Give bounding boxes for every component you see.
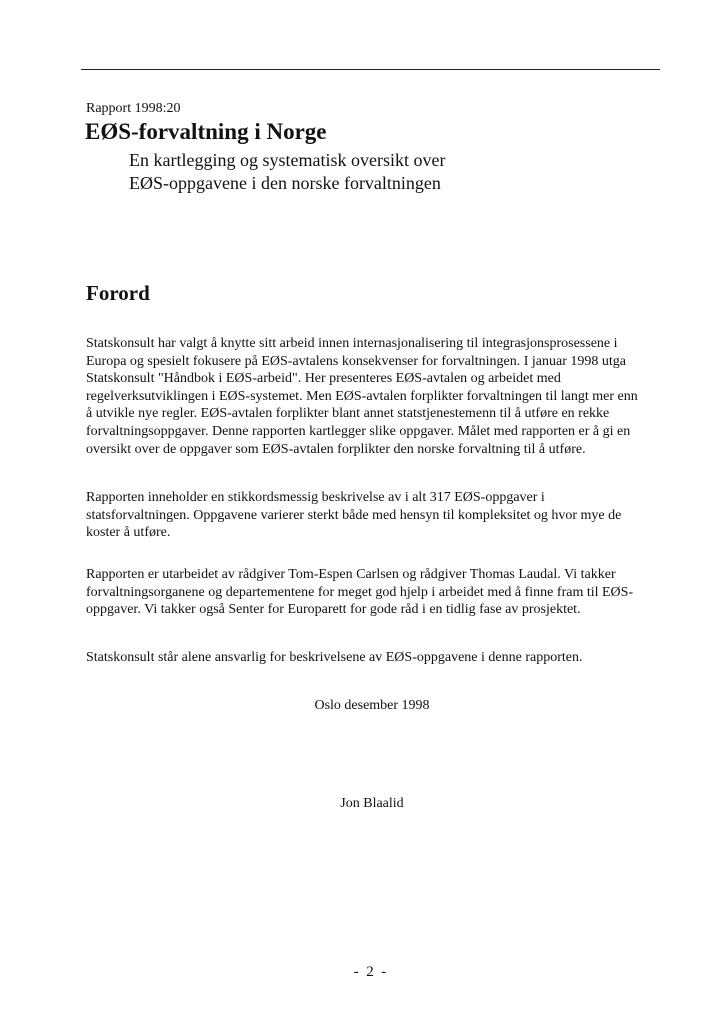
place-and-date: Oslo desember 1998 xyxy=(314,698,430,713)
page-number: - 2 - xyxy=(353,964,387,980)
report-number: Rapport 1998:20 xyxy=(86,101,181,116)
text-line: Rapporten inneholder en stikkordsmessig beskrivelse av i alt 317 EØS-oppgaver i xyxy=(86,490,545,505)
document-title: EØS-forvaltning i Norge xyxy=(85,119,327,144)
paragraph-responsibility xyxy=(86,649,660,667)
text-line: Statskonsult har valgt å knytte sitt arbeid innen internasjonalisering til integrasjonsprosessene i xyxy=(86,336,618,351)
text-line: statsforvaltningen. Oppgavene varierer sterkt både med hensyn til kompleksitet og hvor mye de xyxy=(86,507,622,523)
subtitle-line: En kartlegging og systematisk oversikt over xyxy=(129,150,446,170)
text-line: å utvikle nye regler. EØS-avtalen forplikter blant annet statstjenestemenn til å utføre en rekke xyxy=(86,406,610,422)
text-line: Europa og spesielt fokusere på EØS-avtalens konsekvenser for forvaltningen. I januar 1998 utga xyxy=(86,353,627,369)
text-line: koster å utføre. xyxy=(86,525,171,541)
paragraph-acknowledgements xyxy=(86,566,660,619)
section-heading-forord: Forord xyxy=(86,281,150,305)
paragraph-contents xyxy=(86,489,660,542)
text-line: oppgaver. Vi takker også Senter for Europarett for gode råd i en tidlig fase av prosjektet. xyxy=(86,602,581,618)
text-line: Rapporten er utarbeidet av rådgiver Tom-Espen Carlsen og rådgiver Thomas Laudal. Vi takker xyxy=(86,567,616,582)
text-line: forvaltningsorganene og departementene for meget god hjelp i arbeidet med å finne fram til EØS- xyxy=(86,584,634,600)
text-line: oversikt over de oppgaver som EØS-avtalen forplikter den norske forvaltning til å utføre. xyxy=(86,441,586,457)
text-line: Statskonsult står alene ansvarlig for beskrivelsene av EØS-oppgavene i denne rapporten. xyxy=(86,650,583,665)
text-line: Statskonsult "Håndbok i EØS-arbeid". Her presenteres EØS-avtalen og arbeidet med xyxy=(86,371,561,387)
text-line: forvaltningsoppgaver. Denne rapporten kartlegger slike oppgaver. Målet med rapporten er å gi en xyxy=(86,423,631,439)
signature-name: Jon Blaalid xyxy=(340,796,404,811)
paragraph-intro xyxy=(86,335,660,458)
subtitle-line: EØS-oppgavene i den norske forvaltningen xyxy=(129,173,441,193)
text-line: regelverksutviklingen i EØS-systemet. Men EØS-avtalen forplikter forvaltningen til langt mer enn xyxy=(86,388,638,404)
document-subtitle xyxy=(129,149,445,195)
header-rule xyxy=(81,69,660,70)
